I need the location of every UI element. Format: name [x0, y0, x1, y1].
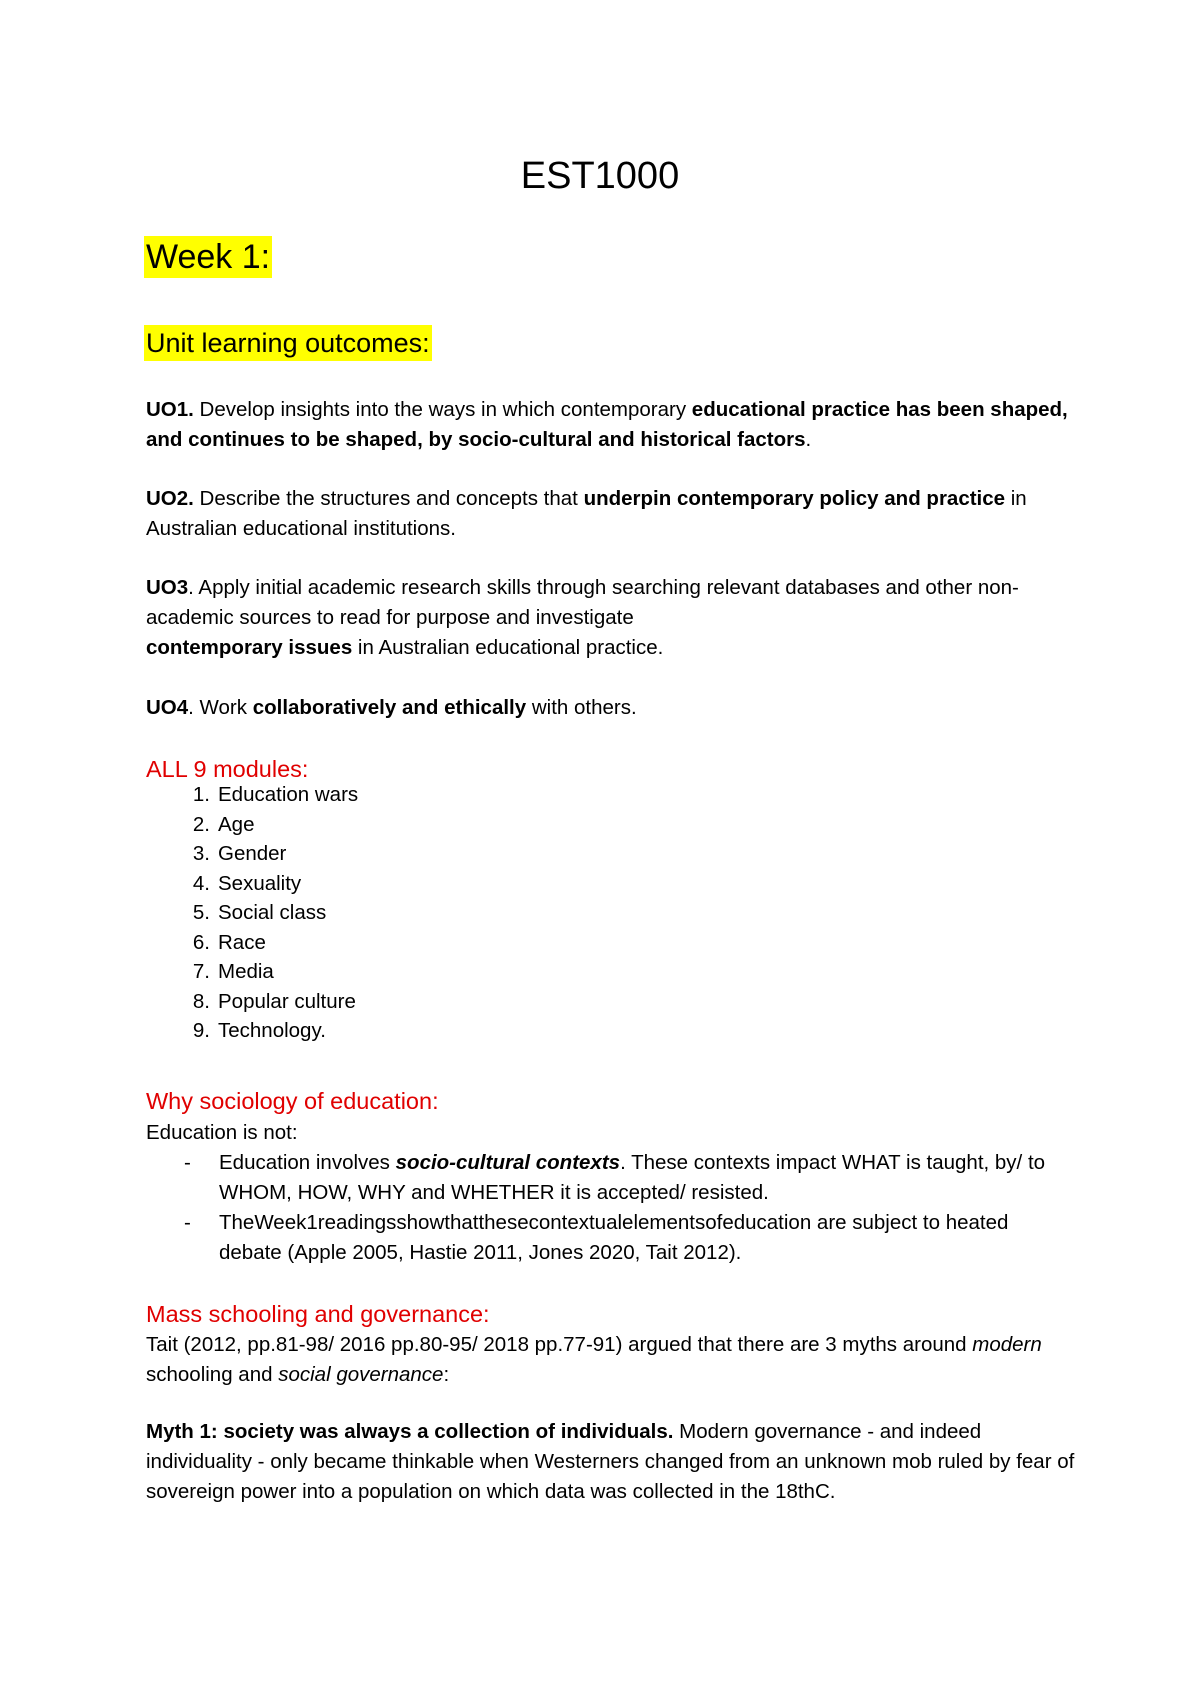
list-number: 4.: [192, 871, 210, 895]
bullet-dash: -: [184, 1151, 191, 1174]
tait-text: schooling and: [146, 1363, 279, 1386]
list-number: 8.: [192, 989, 210, 1013]
education-is-not: Education is not:: [146, 1121, 298, 1144]
outcome-bold-text: contemporary issues: [146, 636, 353, 659]
list-number: 1.: [192, 783, 210, 806]
outcome-text: Develop insights into the ways in which contemporary: [193, 398, 692, 421]
outcome-text-end: in Australian educational practice.: [352, 636, 664, 659]
outcome-text: . Apply initial academic research skills through searching relevant databases and other non-academic sources to read for purpose and investigate: [146, 576, 1019, 629]
why-heading: Why sociology of education:: [146, 1088, 439, 1114]
outcome-bold-text: underpin contemporary policy and practice: [583, 487, 1006, 510]
list-label: Social class: [218, 901, 327, 924]
outcome-uo3: [146, 573, 1086, 663]
outcome-uo2: [146, 484, 1086, 544]
outcome-code: UO4: [146, 696, 189, 719]
outcome-text-end: in Australian educational institutions.: [146, 487, 1027, 540]
modules-heading: ALL 9 modules:: [146, 756, 309, 782]
tait-paragraph: [146, 1330, 1086, 1390]
list-label: Education wars: [218, 783, 359, 806]
list-item: [146, 987, 358, 1017]
mass-schooling-heading: Mass schooling and governance:: [146, 1301, 490, 1327]
list-number: 5.: [192, 901, 210, 924]
bullet-text-end: . These contexts impact WHAT is taught, by/ to WHOM, HOW, WHY and WHETHER it is accepted/ resisted.: [219, 1151, 1046, 1204]
list-number: 9.: [192, 1019, 210, 1042]
list-item: [146, 1016, 358, 1046]
week-heading-text: Week 1:: [146, 238, 271, 276]
outcome-code: UO2.: [146, 487, 194, 510]
bullet-text-start: TheWeek1readingsshowthatthesecontextualelementsofeducation are subject to heated debate (Apple 2005, Hastie 2011, Jones 2020, Tait 2012).: [219, 1211, 1009, 1264]
bullet-text: [219, 1208, 1066, 1268]
outcome-bold-text: collaboratively and ethically: [252, 696, 527, 719]
list-number: 3.: [192, 842, 210, 865]
list-label: Media: [218, 960, 274, 983]
outcome-code: UO1.: [146, 398, 194, 421]
list-item: [146, 1208, 1066, 1268]
bullet-dash: -: [184, 1211, 191, 1234]
outcome-uo4: [146, 693, 1086, 723]
outcome-text: . Work: [188, 696, 253, 719]
list-item: [146, 869, 358, 899]
tait-italic: modern: [972, 1333, 1042, 1356]
tait-italic: social governance: [278, 1363, 444, 1386]
list-label: Technology.: [218, 1019, 326, 1042]
ulo-heading: [144, 325, 432, 361]
list-item: [146, 839, 358, 869]
list-number: 7.: [192, 960, 210, 983]
list-item: [146, 898, 358, 928]
list-label: Popular culture: [218, 989, 356, 1013]
tait-text: :: [443, 1363, 450, 1386]
myth1-text: Modern governance - and indeed individuality - only became thinkable when Westerners changed from an unknown mob ruled by fear of sovereign power into a population on which data was collected in the 18thC.: [146, 1420, 1075, 1503]
outcome-text-end: with others.: [526, 696, 637, 719]
myth1-paragraph: [146, 1417, 1086, 1507]
modules-list: [146, 780, 358, 1046]
list-item: [146, 1148, 1066, 1208]
list-label: Age: [218, 812, 255, 836]
title-text: EST1000: [520, 155, 680, 197]
outcome-text-end: .: [805, 428, 812, 451]
outcome-bold-text: educational practice has been shaped, and continues to be shaped, by socio-cultural and historical factors: [146, 398, 1068, 451]
outcome-code: UO3: [146, 576, 189, 599]
bullet-text: [219, 1148, 1066, 1208]
bullet-emphasis: socio-cultural contexts: [395, 1151, 621, 1174]
myth1-bold: Myth 1: society was always a collection of individuals.: [146, 1420, 674, 1443]
list-item: [146, 780, 358, 810]
list-item: [146, 810, 358, 840]
list-item: [146, 928, 358, 958]
ulo-heading-text: Unit learning outcomes:: [144, 325, 432, 361]
list-number: 6.: [192, 930, 210, 954]
list-label: Gender: [218, 842, 287, 865]
tait-text: Tait (2012, pp.81-98/ 2016 pp.80-95/ 2018 pp.77-91) argued that there are 3 myths around: [146, 1333, 973, 1356]
outcome-uo1: [146, 395, 1086, 455]
bullet-text-start: Education involves: [219, 1151, 396, 1174]
why-bullet-list: [146, 1148, 1066, 1268]
week-heading: [144, 236, 272, 278]
list-label: Race: [218, 930, 266, 954]
outcome-text: Describe the structures and concepts that: [193, 487, 584, 510]
list-item: [146, 957, 358, 987]
list-label: Sexuality: [218, 871, 302, 895]
document-title: [0, 152, 1200, 200]
list-number: 2.: [192, 812, 210, 836]
